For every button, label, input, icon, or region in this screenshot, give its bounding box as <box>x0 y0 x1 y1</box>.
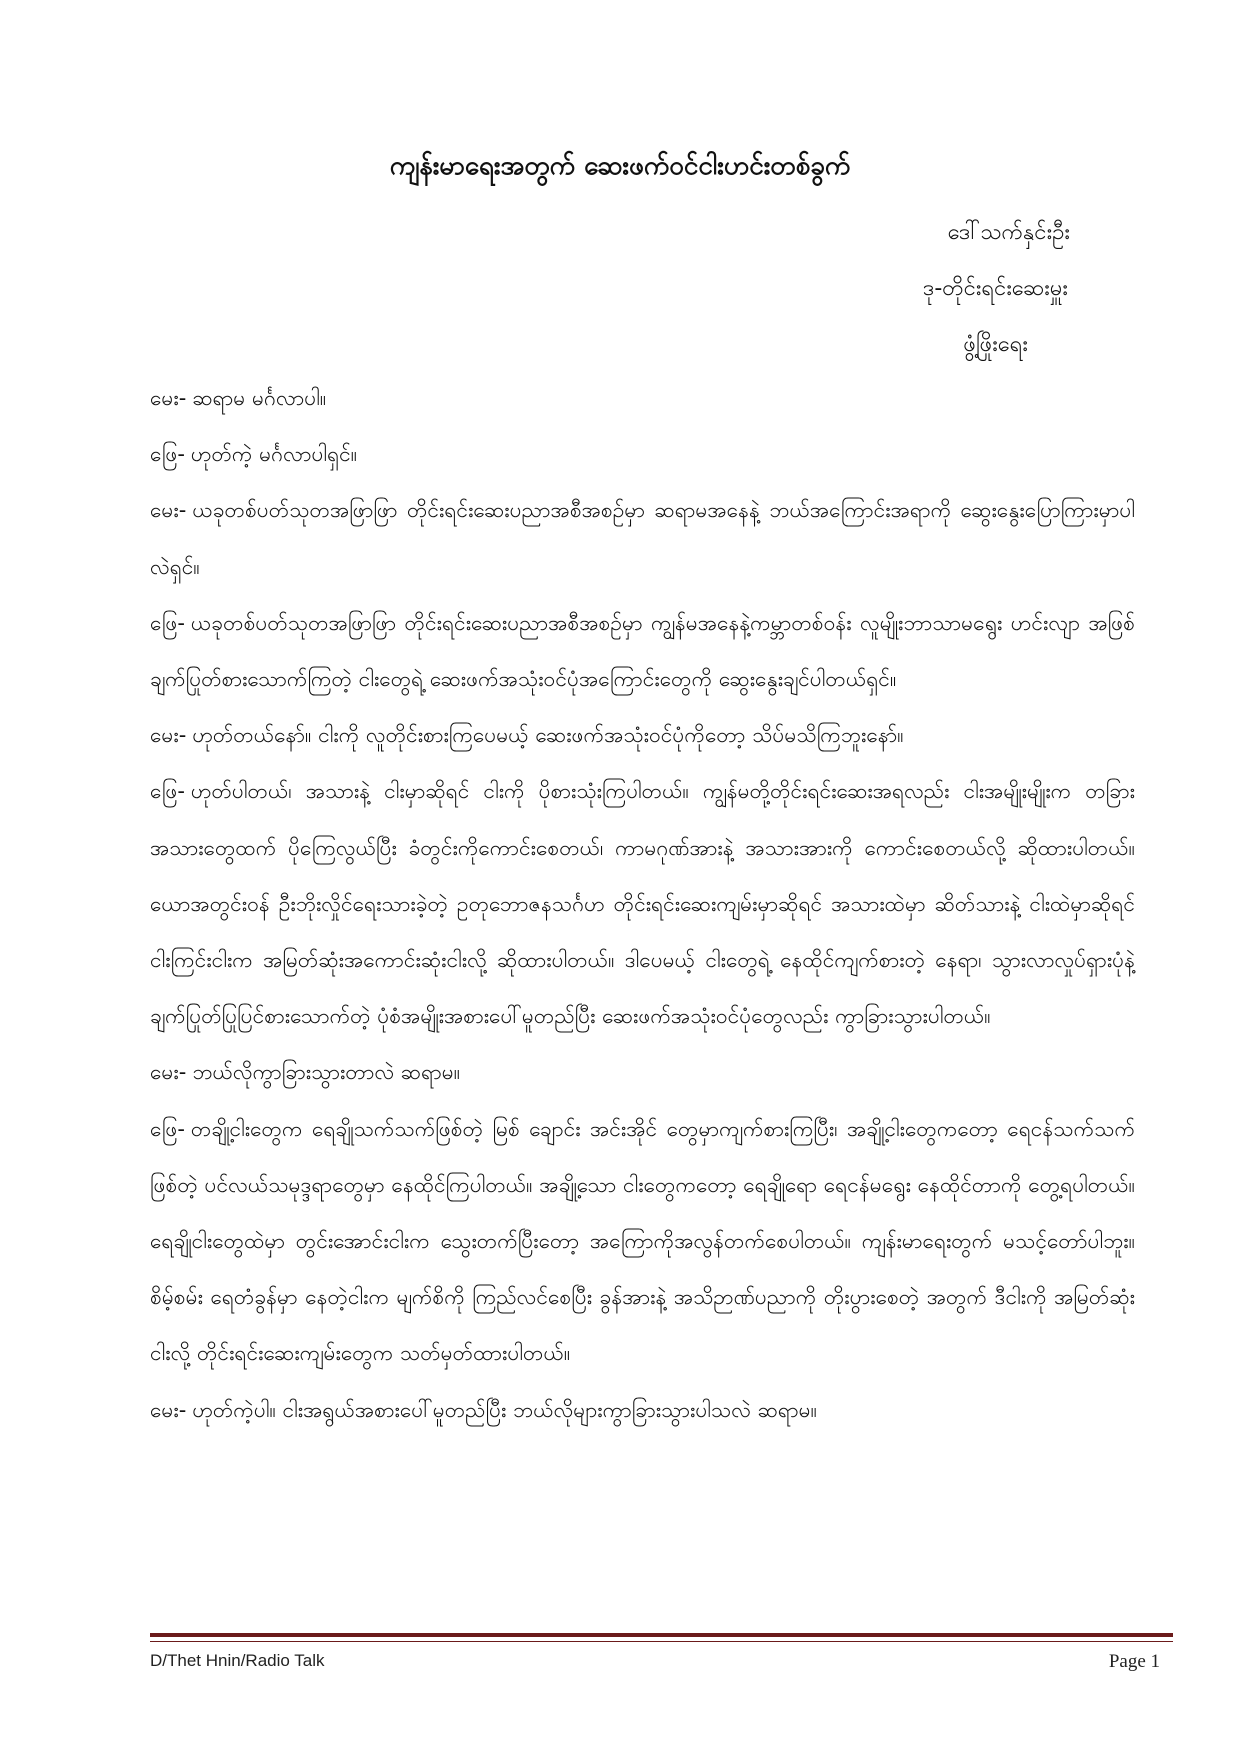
speaker-label: မေး- <box>150 723 187 748</box>
footer-divider <box>150 1633 1173 1637</box>
speaker-label: ဖြေ- <box>150 1116 185 1141</box>
qa-paragraph <box>150 707 1135 763</box>
qa-paragraph <box>150 1382 1135 1438</box>
paragraph-text: ဆရာမ မင်္ဂလာပါ။ <box>192 386 327 410</box>
qa-paragraph <box>150 595 1135 707</box>
qa-paragraph <box>150 1044 1135 1100</box>
author-unit: ဖွံ့ဖြိုးရေး <box>963 332 1028 357</box>
author-block <box>670 205 1070 373</box>
paragraph-text: ယခုတစ်ပတ်သုတအဖြာဖြာ တိုင်းရင်းဆေးပညာအစီအစဉ်မှာ ဆရာမအနေနဲ့ ဘယ်အကြောင်းအရာကို ဆွေးနွေးပြောကြားမှာပါလဲရှင်။ <box>150 498 1135 579</box>
paragraph-text: ဘယ်လိုကွာခြားသွားတာလဲ ဆရာမ။ <box>192 1060 461 1085</box>
speaker-label: မေး- <box>150 1060 187 1085</box>
paragraph-text: ဟုတ်တယ်နော်။ ငါးကို လူတိုင်းစားကြပေမယ့် ဆေးဖက်အသုံးဝင်ပုံကိုတော့ သိပ်မသိကြဘူးနော်။ <box>192 723 904 748</box>
paragraph-text: ဟုတ်ကဲ့ မင်္ဂလာပါရှင်။ <box>190 442 358 467</box>
qa-paragraph <box>150 763 1135 1044</box>
paragraph-text: ယခုတစ်ပတ်သုတအဖြာဖြာ တိုင်းရင်းဆေးပညာအစီအစဉ်မှာ ကျွန်မအနေနဲ့ကမ္ဘာတစ်ဝန်း လူမျိုးဘာသာမရွေး ဟင်းလျာ အဖြစ်ချက်ပြုတ်စားသောက်ကြတဲ့ ငါးတွေရဲ့ ဆေးဖက်အသုံးဝင်ပုံအကြောင်းတွေကို ဆွေးနွေးချင်ပါတယ်ရှင်။ <box>150 610 1135 692</box>
speaker-label: ဖြေ- <box>150 779 185 804</box>
qa-paragraph <box>150 1101 1135 1382</box>
author-name: ဒေါ်သက်နှင်းဦး <box>947 220 1070 245</box>
paragraph-text: ဟုတ်ပါတယ်၊ အသားနဲ့ ငါးမှာဆိုရင် ငါးကို ပိုစားသုံးကြပါတယ်။ ကျွန်မတို့တိုင်းရင်းဆေးအရလည်း ငါးအမျိုးမျိုးက တခြားအသားတွေထက် ပိုကြေလွယ်ပြီး ခံတွင်းကိုကောင်းစေတယ်၊ ကာမဂုဏ်အားနဲ့ အသားအားကို ကောင်းစေတယ်လို့ ဆိုထားပါတယ်။ ယောအတွင်းဝန် ဦးဘိုးလှိုင်ရေးသားခဲ့တဲ့ ဥတုဘောဇနသင်္ဂဟ တိုင်းရင်းဆေးကျမ်းမှာဆိုရင် အသားထဲမှာ ဆိတ်သားနဲ့ ငါးထဲမှာဆိုရင် ငါးကြင်းငါးက အမြတ်ဆုံးအကောင်းဆုံးငါးလို့ ဆိုထားပါတယ်။ ဒါပေမယ့် ငါးတွေရဲ့ နေထိုင်ကျက်စားတဲ့ နေရာ၊ သွားလာလှုပ်ရှားပုံနဲ့ ချက်ပြုတ်ပြုပြင်စားသောက်တဲ့ ပုံစံအမျိုးအစားပေါ်မူတည်ပြီး ဆေးဖက်အသုံးဝင်ပုံတွေလည်း ကွာခြားသွားပါတယ်။ <box>150 779 1135 1029</box>
page-number: Page 1 <box>1108 1651 1160 1672</box>
paragraph-text: တချို့ငါးတွေက ရေချိုသက်သက်ဖြစ်တဲ့ မြစ် ချောင်း အင်းအိုင် တွေမှာကျက်စားကြပြီး၊ အချို့ငါးတွေကတော့ ရေငန်သက်သက်ဖြစ်တဲ့ ပင်လယ်သမုဒ္ဒရာတွေမှာ နေထိုင်ကြပါတယ်။ အချို့သော ငါးတွေကတော့ ရေချိုရော ရေငန်မရွေး နေထိုင်တာကို တွေ့ရပါတယ်။ ရေချိုငါးတွေထဲမှာ တွင်းအောင်းငါးက သွေးတက်ပြီးတော့ အကြောကိုအလွန်တက်စေပါတယ်။ ကျန်းမာရေးတွက် မသင့်တော်ပါဘူး။ စိမ့်စမ်း ရေတံခွန်မှာ နေတဲ့ငါးက မျက်စိကို ကြည်လင်စေပြီး ခွန်အားနဲ့ အသိဉာဏ်ပညာကို တိုးပွားစေတဲ့ အတွက် ဒီငါးကို အမြတ်ဆုံးငါးလို့ တိုင်းရင်းဆေးကျမ်းတွေက သတ်မှတ်ထားပါတယ်။ <box>150 1116 1135 1366</box>
author-position: ဒု-တိုင်းရင်းဆေးမှူး <box>922 276 1068 301</box>
interview-body <box>150 370 1135 1438</box>
speaker-label: မေး- <box>150 1397 187 1422</box>
speaker-label: မေး- <box>150 386 187 410</box>
footer-divider-thin <box>150 1641 1173 1642</box>
qa-paragraph <box>150 370 1135 426</box>
qa-paragraph <box>150 426 1135 482</box>
qa-paragraph <box>150 482 1135 594</box>
speaker-label: မေး- <box>150 498 187 523</box>
speaker-label: ဖြေ- <box>150 610 185 635</box>
page-title: ကျန်းမာရေးအတွက် ဆေးဖက်ဝင်ငါးဟင်းတစ်ခွက် <box>389 151 851 181</box>
speaker-label: ဖြေ- <box>150 442 185 467</box>
paragraph-text: ဟုတ်ကဲ့ပါ။ ငါးအရွယ်အစားပေါ်မူတည်ပြီး ဘယ်လိုများကွာခြားသွားပါသလဲ ဆရာမ။ <box>192 1397 817 1422</box>
footer-source: D/Thet Hnin/Radio Talk <box>150 1651 325 1670</box>
